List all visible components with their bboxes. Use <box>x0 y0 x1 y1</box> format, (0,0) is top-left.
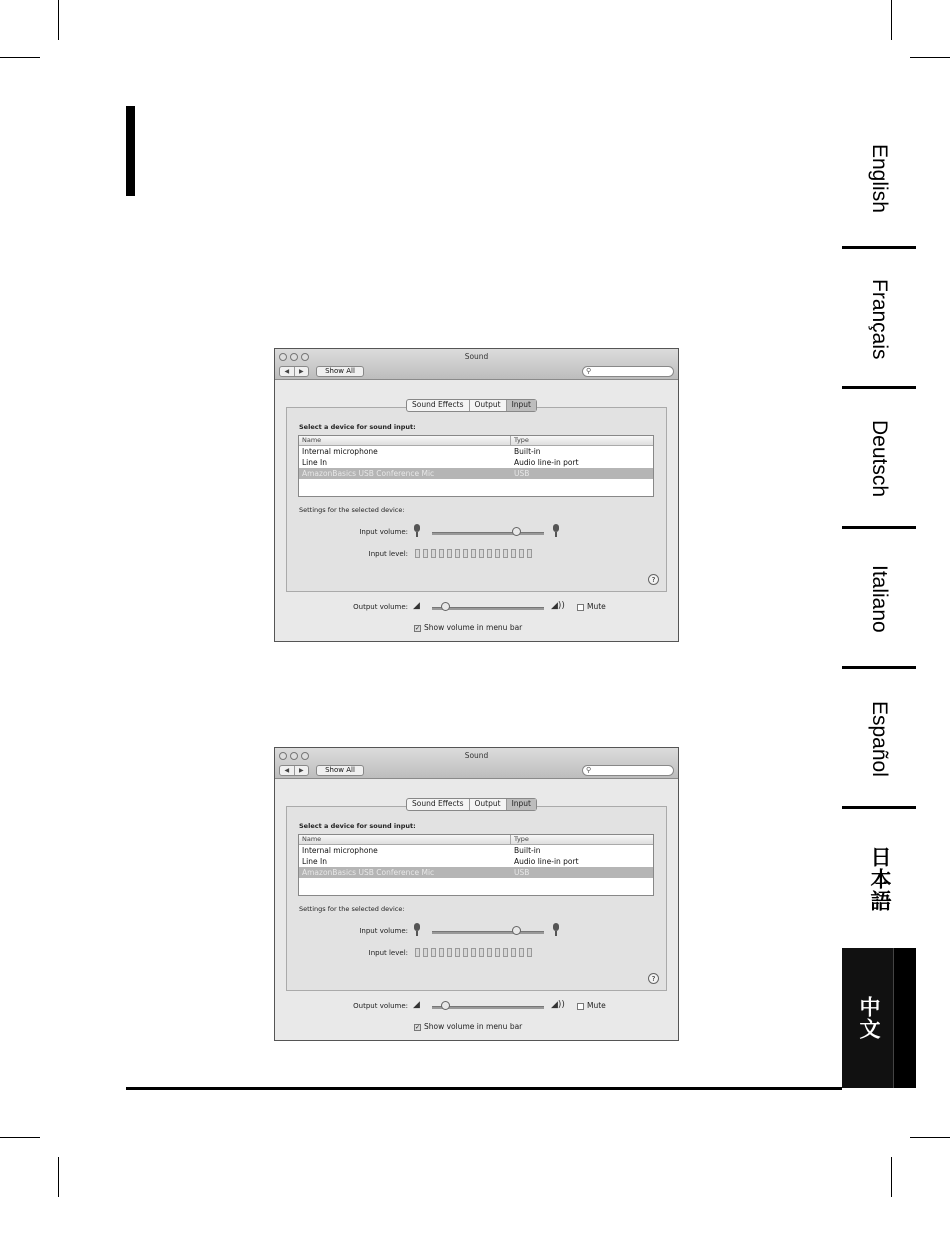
column-header-name[interactable]: Name <box>302 835 322 843</box>
level-segment <box>463 549 468 558</box>
device-name: AmazonBasics USB Conference Mic <box>302 469 435 478</box>
speaker-high-icon: ◢)) <box>551 1000 565 1010</box>
lang-tab-label: English <box>868 143 891 213</box>
mic-high-icon <box>553 923 559 936</box>
table-header <box>299 835 653 845</box>
tab-sound-effects[interactable]: Sound Effects <box>407 799 470 810</box>
mute-checkbox[interactable] <box>577 1003 584 1010</box>
device-type: Audio line-in port <box>514 857 579 866</box>
device-type: Built-in <box>514 846 541 855</box>
device-type: Audio line-in port <box>514 458 579 467</box>
back-arrow-icon[interactable]: ◀ <box>280 766 295 775</box>
level-segment <box>519 549 524 558</box>
level-segment <box>423 948 428 957</box>
tab-output[interactable]: Output <box>470 400 507 411</box>
level-segment <box>519 948 524 957</box>
device-table <box>298 435 654 497</box>
forward-arrow-icon[interactable]: ▶ <box>298 767 304 774</box>
level-segment <box>479 549 484 558</box>
level-segment <box>447 549 452 558</box>
speaker-low-icon: ◢ <box>413 601 420 611</box>
level-segment <box>439 549 444 558</box>
select-device-label: Select a device for sound input: <box>299 423 416 431</box>
lang-tab-english[interactable] <box>842 108 916 248</box>
lang-tab-espanol[interactable] <box>842 669 916 809</box>
select-device-label: Select a device for sound input: <box>299 822 416 830</box>
input-volume-track[interactable] <box>432 532 544 535</box>
table-header <box>299 436 653 446</box>
lang-tab-italiano[interactable] <box>842 529 916 669</box>
window-title: Sound <box>464 751 489 760</box>
column-header-type[interactable]: Type <box>514 436 529 444</box>
settings-label: Settings for the selected device: <box>299 905 405 913</box>
show-volume-checkbox[interactable]: ✓ <box>415 625 421 632</box>
mute-label: Mute <box>587 1001 606 1010</box>
level-segment <box>503 948 508 957</box>
back-arrow-icon[interactable]: ◀ <box>280 367 295 376</box>
device-name: Internal microphone <box>302 846 378 855</box>
input-volume-label: Input volume: <box>359 927 408 935</box>
crop-mark <box>891 1157 892 1197</box>
lang-tab-chinese[interactable] <box>842 948 916 1088</box>
tab-input[interactable]: Input <box>507 799 536 810</box>
input-volume-label: Input volume: <box>359 528 408 536</box>
level-segment <box>527 549 532 558</box>
tab-stripe <box>893 948 916 1088</box>
window-titlebar <box>275 349 678 380</box>
speaker-high-icon: ◢)) <box>551 601 565 611</box>
lang-tab-label: Deutsch <box>868 420 891 498</box>
lang-tab-label: Français <box>868 278 891 360</box>
help-icon[interactable]: ? <box>648 574 659 585</box>
lang-tab-label: Italiano <box>868 565 891 633</box>
device-name: AmazonBasics USB Conference Mic <box>302 868 435 877</box>
show-volume-label: Show volume in menu bar <box>424 623 523 632</box>
device-name: Line In <box>302 857 327 866</box>
tab-bar <box>406 399 537 412</box>
lang-tab-label: Español <box>868 701 891 777</box>
window-titlebar <box>275 748 678 779</box>
level-segment <box>455 549 460 558</box>
search-input[interactable] <box>582 765 674 776</box>
crop-mark <box>910 57 950 58</box>
help-icon[interactable]: ? <box>648 973 659 984</box>
level-segment <box>415 948 420 957</box>
mic-high-icon <box>553 524 559 537</box>
tab-sound-effects[interactable]: Sound Effects <box>407 400 470 411</box>
input-level-label: Input level: <box>368 949 408 957</box>
input-volume-slider-knob[interactable] <box>512 926 521 935</box>
output-volume-label: Output volume: <box>353 603 408 611</box>
show-all-button[interactable]: Show All <box>316 765 364 776</box>
crop-mark <box>910 1137 950 1138</box>
sound-preferences-window <box>274 348 679 642</box>
level-segment <box>487 549 492 558</box>
table-row-selected[interactable] <box>299 867 653 878</box>
table-row[interactable] <box>299 446 653 457</box>
level-segment <box>527 948 532 957</box>
level-segment <box>463 948 468 957</box>
column-divider <box>510 835 511 844</box>
sound-preferences-window <box>274 747 679 1041</box>
level-segment <box>431 549 436 558</box>
lang-tab-label: 中文 <box>857 996 880 1040</box>
level-segment <box>511 948 516 957</box>
settings-label: Settings for the selected device: <box>299 506 405 514</box>
input-volume-track[interactable] <box>432 931 544 934</box>
column-header-type[interactable]: Type <box>514 835 529 843</box>
level-segment <box>495 549 500 558</box>
column-header-name[interactable]: Name <box>302 436 322 444</box>
level-segment <box>495 948 500 957</box>
level-segment <box>447 948 452 957</box>
nav-buttons <box>279 765 309 776</box>
crop-mark <box>891 0 892 40</box>
show-all-button[interactable]: Show All <box>316 366 364 377</box>
mic-low-icon <box>414 524 420 537</box>
crop-mark <box>0 57 40 58</box>
footer-rule <box>126 1087 842 1090</box>
crop-mark <box>0 1137 40 1138</box>
section-marker-bar <box>126 106 135 196</box>
show-volume-label: Show volume in menu bar <box>424 1022 523 1031</box>
mic-low-icon <box>414 923 420 936</box>
crop-mark <box>58 0 59 40</box>
input-volume-slider-knob[interactable] <box>512 527 521 536</box>
table-row[interactable] <box>299 845 653 856</box>
lang-tab-francais[interactable] <box>842 249 916 389</box>
input-level-meter <box>415 549 532 558</box>
device-type: Built-in <box>514 447 541 456</box>
device-table <box>298 834 654 896</box>
nav-buttons <box>279 366 309 377</box>
level-segment <box>479 948 484 957</box>
device-type: USB <box>514 469 530 478</box>
level-segment <box>503 549 508 558</box>
search-icon: ⚲ <box>586 367 592 375</box>
tab-bar <box>406 798 537 811</box>
search-icon: ⚲ <box>586 766 592 774</box>
lang-tab-deutsch[interactable] <box>842 389 916 529</box>
column-divider <box>510 436 511 445</box>
input-level-meter <box>415 948 532 957</box>
level-segment <box>511 549 516 558</box>
lang-tab-japanese[interactable] <box>842 809 916 949</box>
show-volume-checkbox[interactable]: ✓ <box>415 1024 421 1031</box>
crop-mark <box>58 1157 59 1197</box>
mute-label: Mute <box>587 602 606 611</box>
level-segment <box>487 948 492 957</box>
device-name: Line In <box>302 458 327 467</box>
forward-arrow-icon[interactable]: ▶ <box>298 368 304 375</box>
level-segment <box>471 549 476 558</box>
table-row[interactable] <box>299 856 653 867</box>
device-name: Internal microphone <box>302 447 378 456</box>
window-title: Sound <box>464 352 489 361</box>
level-segment <box>439 948 444 957</box>
table-row[interactable] <box>299 457 653 468</box>
tab-input[interactable]: Input <box>507 400 536 411</box>
level-segment <box>455 948 460 957</box>
output-volume-label: Output volume: <box>353 1002 408 1010</box>
speaker-low-icon: ◢ <box>413 1000 420 1010</box>
lang-tab-label: 日本語 <box>868 846 891 912</box>
device-type: USB <box>514 868 530 877</box>
level-segment <box>431 948 436 957</box>
level-segment <box>471 948 476 957</box>
level-segment <box>423 549 428 558</box>
input-level-label: Input level: <box>368 550 408 558</box>
tab-output[interactable]: Output <box>470 799 507 810</box>
mute-checkbox[interactable] <box>577 604 584 611</box>
level-segment <box>415 549 420 558</box>
search-input[interactable] <box>582 366 674 377</box>
table-row-selected[interactable] <box>299 468 653 479</box>
